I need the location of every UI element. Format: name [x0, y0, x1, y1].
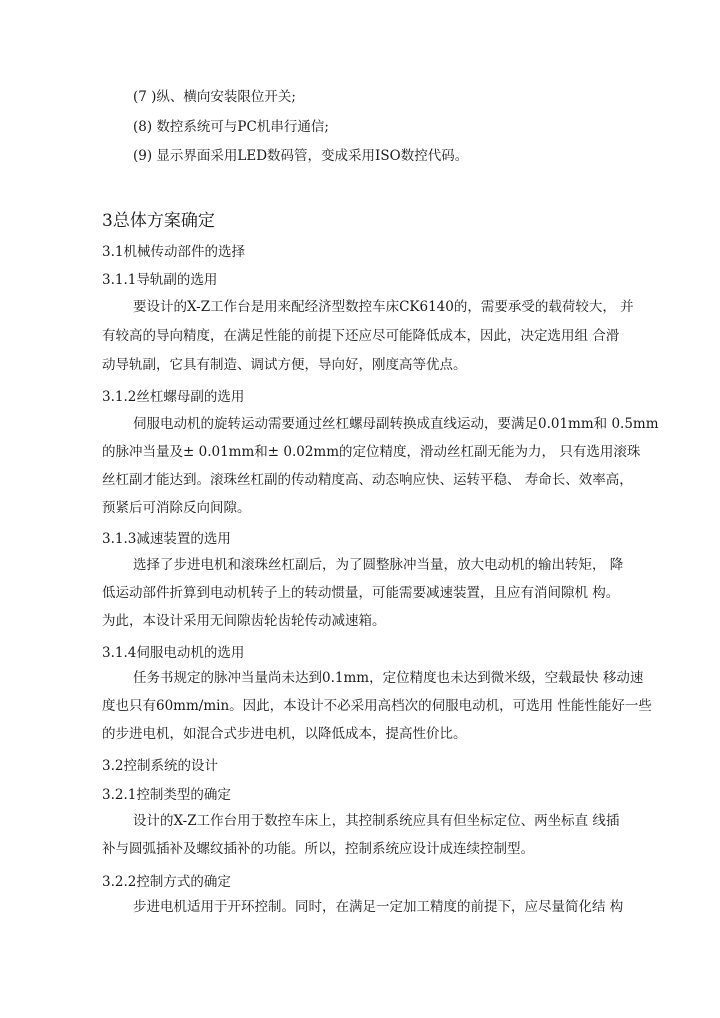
section-3-1-1-heading: 3.1.1导轨副的选用 [102, 272, 218, 288]
paragraph-1-line: 动导轨副，它具有制造、调试方便，导向好，刚度高等优点。 [102, 357, 467, 373]
paragraph-3-line: 低运动部件折算到电动机转子上的转动惯量，可能需要减速装置，且应有消间隙机 构。 [102, 585, 620, 601]
chapter-title: 3总体方案确定 [102, 211, 215, 231]
paragraph-6-line: 步进电机适用于开环控制。同时，在满足一定加工精度的前提下，应尽量简化结 构 [133, 899, 624, 915]
paragraph-2-line: 预紧后可消除反向间隙。 [102, 500, 251, 516]
paragraph-5-line: 设计的X-Z工作台用于数控车床上，其控制系统应具有但坐标定位、两坐标直 线插 [133, 813, 620, 829]
paragraph-2-line: 丝杠副才能达到。滚珠丝杠副的传动精度高、动态响应快、运转平稳、 寿命长、效率高， [102, 472, 633, 488]
section-3-1-2-heading: 3.1.2丝杠螺母副的选用 [102, 389, 245, 405]
paragraph-1-line: 要设计的X-Z工作台是用来配经济型数控车床CK6140的，需要承受的载荷较大， 并 [133, 299, 634, 315]
list-item-7: (7 )纵、横向安装限位开关; [133, 89, 296, 105]
paragraph-4-line: 的步进电机，如混合式步进电机，以降低成本，提高性价比。 [102, 726, 467, 742]
section-3-1-4-heading: 3.1.4伺服电动机的选用 [102, 645, 245, 661]
section-3-1-heading: 3.1机械传动部件的选择 [102, 244, 245, 260]
paragraph-2-line: 的脉冲当量及± 0.01mm和± 0.02mm的定位精度，滑动丝杠副无能为力， 只有选用滚珠 [102, 444, 641, 460]
paragraph-5-line: 补与圆弧插补及螺纹插补的功能。所以，控制系统应设计成连续控制型。 [102, 841, 534, 857]
list-item-9: (9) 显示界面采用LED数码管，变成采用ISO数控代码。 [133, 148, 469, 164]
section-3-1-3-heading: 3.1.3减速装置的选用 [102, 531, 231, 547]
list-item-8: (8) 数控系统可与PC机串行通信; [133, 119, 329, 135]
paragraph-3-line: 选择了步进电机和滚珠丝杠副后，为了圆整脉冲当量，放大电动机的输出转矩， 降 [133, 557, 624, 573]
section-3-2-2-heading: 3.2.2控制方式的确定 [102, 874, 231, 890]
section-3-2-heading: 3.2控制系统的设计 [102, 758, 218, 774]
paragraph-3-line: 为此，本设计采用无间隙齿轮齿轮传动减速箱。 [102, 613, 386, 629]
paragraph-4-line: 度也只有60mm/min。因此，本设计不必采用高档次的伺服电动机，可选用 性能性能好一些 [102, 698, 652, 714]
paragraph-2-line: 伺服电动机的旋转运动需要通过丝杠螺母副转换成直线运动，要满足0.01mm和 0.5mm [133, 416, 659, 432]
section-3-2-1-heading: 3.2.1控制类型的确定 [102, 787, 231, 803]
paragraph-1-line: 有较高的导向精度，在满足性能的前提下还应尽可能降低成本，因此，决定选用组 合滑 [102, 328, 620, 344]
paragraph-4-line: 任务书规定的脉冲当量尚未达到0.1mm，定位精度也未达到微米级，空载最快 移动速 [133, 670, 644, 686]
